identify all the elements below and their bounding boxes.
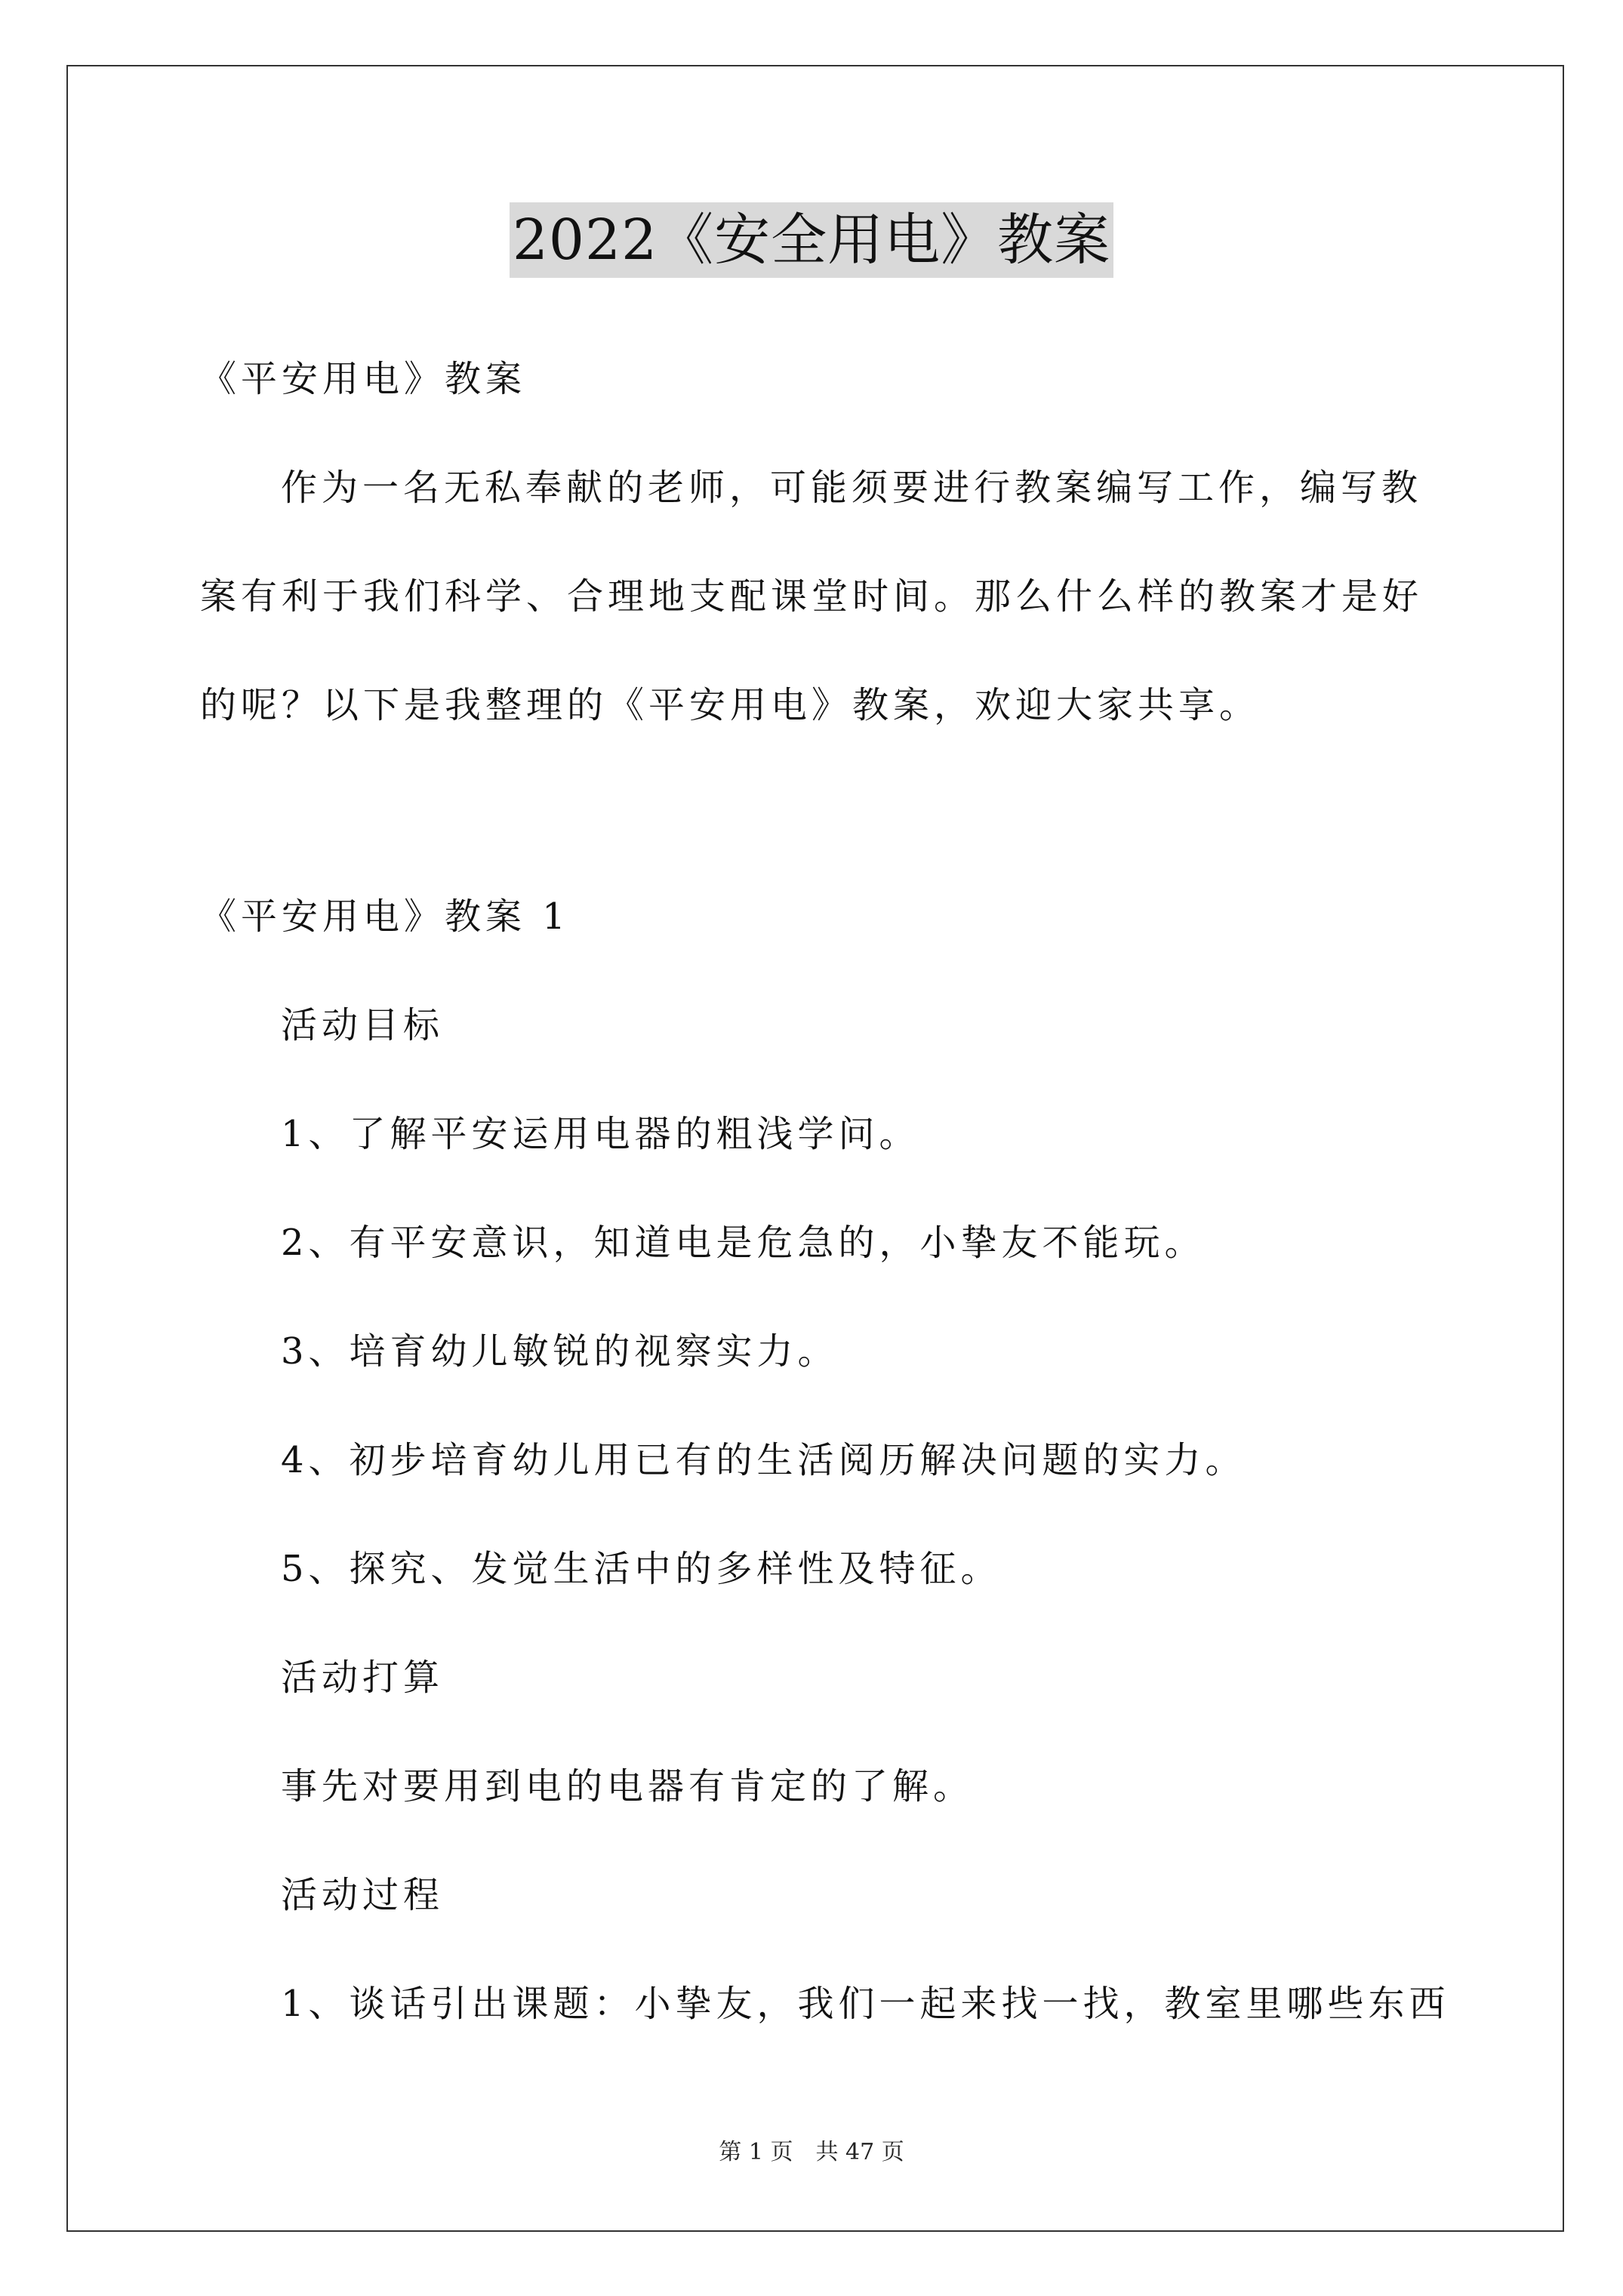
- body-line: 2、有平安意识，知道电是危急的，小挚友不能玩。: [281, 1222, 1206, 1264]
- page-footer: 第 1 页 共 47 页: [719, 2139, 904, 2165]
- body-line: 5、探究、发觉生活中的多样性及特征。: [281, 1548, 1002, 1590]
- section-heading: 《平安用电》教案 1: [200, 895, 570, 938]
- body-line: 1、了解平安运用电器的粗浅学问。: [281, 1113, 920, 1155]
- subtitle: 《平安用电》教案: [200, 358, 527, 400]
- body-line: 3、培育幼儿敏锐的视察实力。: [281, 1330, 839, 1373]
- body-line: 1、谈话引出课题：小挚友，我们一起来找一找，教室里哪些东西: [281, 1983, 1450, 2025]
- intro-line: 的呢？以下是我整理的《平安用电》教案，欢迎大家共享。: [200, 684, 1261, 726]
- intro-line: 案有利于我们科学、合理地支配课堂时间。那么什么样的教案才是好: [200, 575, 1424, 618]
- body-line: 活动打算: [281, 1657, 445, 1699]
- body-line: 活动过程: [281, 1874, 445, 1916]
- body-line: 事先对要用到电的电器有肯定的了解。: [281, 1765, 975, 1808]
- body-line: 活动目标: [281, 1004, 445, 1046]
- title-wrap: [0, 202, 1623, 278]
- document-title: 2022《安全用电》教案: [510, 202, 1113, 278]
- intro-line: 作为一名无私奉献的老师，可能须要进行教案编写工作，编写教: [281, 467, 1423, 509]
- body-line: 4、初步培育幼儿用已有的生活阅历解决问题的实力。: [281, 1439, 1246, 1481]
